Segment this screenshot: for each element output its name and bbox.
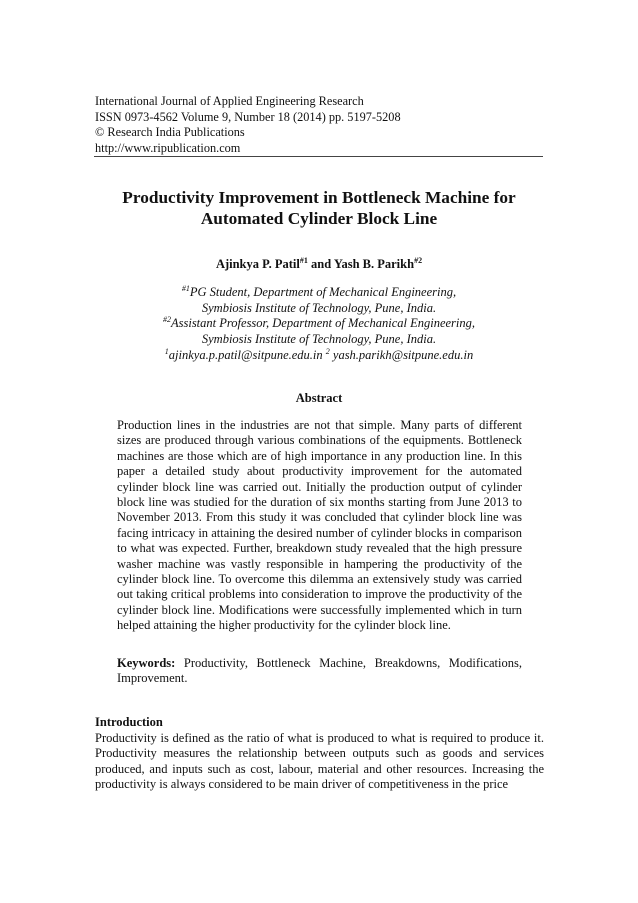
affiliation-2-line-2: Symbiosis Institute of Technology, Pune, India. (201, 332, 437, 347)
affiliation-1-mark: #1 (181, 283, 190, 293)
affiliation-1-line-2: Symbiosis Institute of Technology, Pune, India. (201, 300, 437, 315)
paper-title-line-1: Productivity Improvement in Bottleneck Machine for (122, 188, 516, 207)
email-line (80, 348, 558, 364)
affiliation-2-line-1: $^{\#2}$Assistant Professor, Department of Mechanical Engineering, (162, 315, 476, 331)
affiliations (80, 285, 558, 364)
affiliation-2-mark: #2 (162, 315, 171, 325)
author-1-name: Ajinkya P. Patil (215, 257, 300, 271)
journal-url: http://www.ripublication.com (95, 140, 241, 155)
author-2-mark: #2 (414, 255, 423, 265)
author-2-name: Yash B. Parikh (333, 257, 415, 271)
keywords-text: Productivity, Bottleneck Machine, Breakdowns, Modifications, Improvement. (117, 656, 522, 686)
paper-title-line-2: Automated Cylinder Block Line (200, 209, 438, 228)
abstract-body: Production lines in the industries are not that simple. Many parts of different sizes are produced through various combinations of the equipments. Bottleneck machines are those which are of high importance in any production line. In this paper a detailed study about productivity improvement for the automated cylinder block line was carried out. Initially the production output of cylinder block line was studied for the duration of six months starting from June 2013 to November 2013. From this study it was concluded that cylinder block line was facing intricacy in attaining the desired number of cylinder blocks in comparison to what was expected. Further, breakdown study revealed that the high pressure washer machine was vastly responsible in hampering the productivity of the cylinder block line. To overcome this dilemma an extensively study was carried out taking critical problems into consideration to improve the productivity of the cylinder block line. Modifications were successfully implemented which in turn helped attaining the higher productivity for the cylinder block line. (117, 418, 522, 633)
author-1-mark: #1 (299, 255, 308, 265)
paper-title (80, 187, 558, 229)
abstract-heading: Abstract (295, 391, 343, 405)
email-1-mark: 1 (164, 346, 169, 356)
introduction-body: Productivity is defined as the ratio of what is produced to what is required to produce it. Productivity measures the relationship between outputs such as goods and services produced, and inputs such as cost, labour, material and other resources. Increasing the productivity is always considered to be main driver of competitiveness in the price (95, 731, 544, 792)
email-2: yash.parikh@sitpune.edu.in (332, 347, 474, 362)
affiliation-1-line-1: $^{\#1}$PG Student, Department of Mechanical Engineering, (181, 283, 457, 299)
keywords-label: Keywords: (117, 656, 176, 670)
journal-header (95, 94, 545, 156)
email-2-mark: 2 (325, 346, 330, 356)
author-separator: and (307, 257, 334, 271)
journal-name: International Journal of Applied Engineering Research (95, 94, 364, 108)
introduction-heading: Introduction (95, 715, 163, 729)
journal-issn: ISSN 0973-4562 Volume 9, Number 18 (2014) pp. 5197-5208 (95, 109, 401, 124)
header-rule (94, 156, 543, 157)
author-list (80, 257, 558, 272)
journal-publisher: © Research India Publications (95, 125, 245, 139)
keywords (117, 656, 522, 687)
email-1: ajinkya.p.patil@sitpune.edu.in (168, 347, 323, 362)
